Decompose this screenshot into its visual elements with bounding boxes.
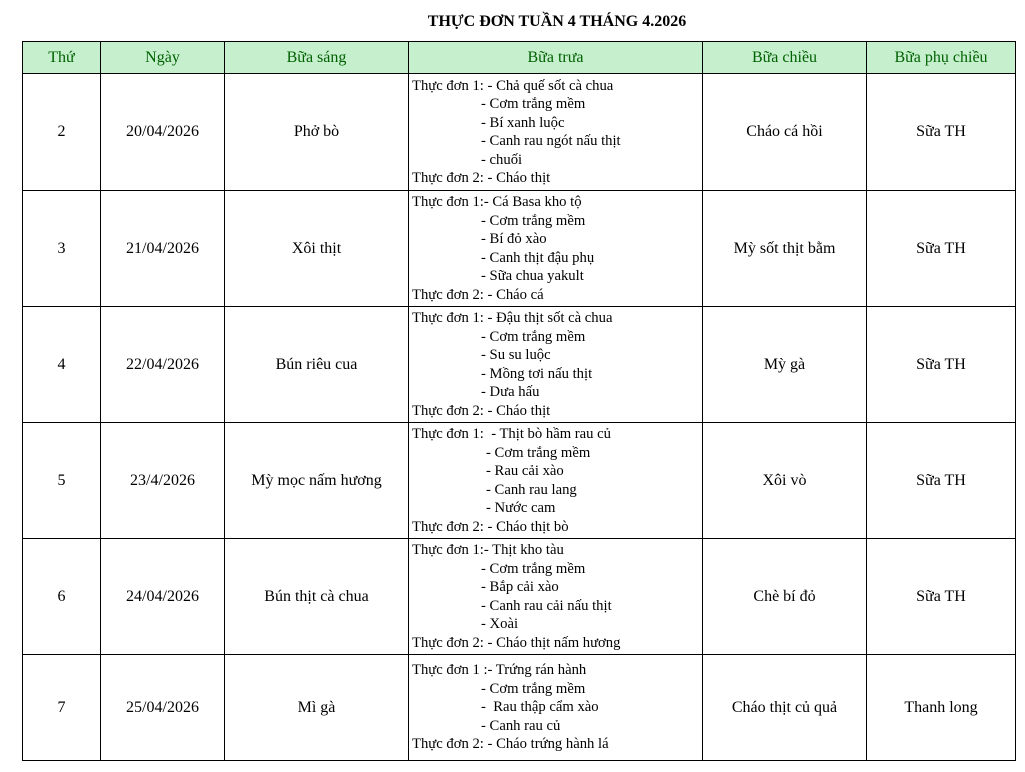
date-cell: 23/4/2026 [101,423,225,539]
date-cell: 21/04/2026 [101,191,225,307]
breakfast-cell: Xôi thịt [225,191,409,307]
lunch-item: - chuối [481,151,523,168]
lunch-menu2-line: Thực đơn 2: - Cháo thịt [412,402,551,419]
lunch-item: - Dưa hấu [481,384,540,400]
lunch-menu1-line: Thực đơn 1 :- Trứng rán hành [412,662,587,679]
breakfast-cell: Mỳ mọc nấm hương [225,423,409,539]
lunch-item: - Bắp cải xào [481,579,559,595]
header-date: Ngày [101,42,225,74]
header-afternoon-meal: Bữa chiều [703,42,867,74]
breakfast-cell: Mì gà [225,655,409,761]
lunch-menu1-line: Thực đơn 1:- Thịt kho tàu [412,542,564,558]
lunch-item: - Rau thập cẩm xào [481,699,599,716]
lunch-item: - Xoài [481,616,519,632]
lunch-cell [409,423,703,539]
lunch-item: - Su su luộc [481,347,551,363]
breakfast-cell: Bún thịt cà chua [225,539,409,655]
weekday-cell: 5 [23,423,101,539]
lunch-item: - Bí xanh luộc [481,114,565,131]
menu-row [23,307,1016,423]
lunch-menu1-line: Thực đơn 1: - Thịt bò hầm rau củ [412,426,611,442]
lunch-menu2-line: Thực đơn 2: - Cháo cá [412,286,544,303]
afternoon-meal-cell: Mỳ sốt thịt bằm [703,191,867,307]
weekday-cell: 2 [23,74,101,191]
lunch-item: - Bí đỏ xào [481,231,547,247]
breakfast-cell: Phở bò [225,74,409,191]
weekday-cell: 7 [23,655,101,761]
afternoon-meal-cell: Cháo cá hồi [703,74,867,191]
afternoon-snack-cell: Thanh long [867,655,1016,761]
lunch-menu1-line: Thực đơn 1:- Cá Basa kho tộ [412,194,582,210]
lunch-menu2-line: Thực đơn 2: - Cháo thịt bò [412,518,569,535]
lunch-menu2-line: Thực đơn 2: - Cháo thịt [412,170,551,186]
date-cell: 24/04/2026 [101,539,225,655]
afternoon-snack-cell: Sữa TH [867,74,1016,191]
header-afternoon-snack: Bữa phụ chiều [867,42,1016,74]
lunch-item: - Canh rau củ [481,717,561,734]
menu-row [23,655,1016,761]
lunch-menu1-line: Thực đơn 1: - Chả quế sốt cà chua [412,77,614,94]
lunch-item: - Cơm trắng mềm [486,444,591,461]
lunch-cell [409,191,703,307]
afternoon-snack-cell: Sữa TH [867,307,1016,423]
lunch-menu1-line: Thực đơn 1: - Đậu thịt sốt cà chua [412,310,613,326]
menu-title: THỰC ĐƠN TUẦN 4 THÁNG 4.2026 [427,13,687,30]
weekly-menu-table [22,41,1016,761]
date-cell: 25/04/2026 [101,655,225,761]
lunch-item: - Cơm trắng mềm [481,680,586,697]
lunch-cell [409,74,703,191]
lunch-item: - Cơm trắng mềm [481,560,586,577]
afternoon-meal-cell: Mỳ gà [703,307,867,423]
menu-row [23,423,1016,539]
afternoon-snack-cell: Sữa TH [867,423,1016,539]
lunch-item: - Mồng tơi nấu thịt [481,365,593,382]
header-lunch: Bữa trưa [409,42,703,74]
lunch-item: - Canh rau ngót nấu thịt [481,133,621,149]
lunch-cell [409,307,703,423]
lunch-item: - Sữa chua yakult [481,268,584,284]
date-cell: 22/04/2026 [101,307,225,423]
header-weekday: Thứ [23,42,101,74]
lunch-menu2-line: Thực đơn 2: - Cháo thịt nấm hương [412,634,621,651]
afternoon-snack-cell: Sữa TH [867,539,1016,655]
afternoon-meal-cell: Cháo thịt củ quả [703,655,867,761]
menu-row [23,191,1016,307]
lunch-item: - Canh rau cải nấu thịt [481,597,612,614]
lunch-item: - Nước cam [486,500,556,516]
weekday-cell: 3 [23,191,101,307]
lunch-item: - Cơm trắng mềm [481,96,586,112]
header-row [23,42,1016,74]
lunch-menu2-line: Thực đơn 2: - Cháo trứng hành lá [412,736,609,753]
breakfast-cell: Bún riêu cua [225,307,409,423]
weekday-cell: 6 [23,539,101,655]
date-cell: 20/04/2026 [101,74,225,191]
lunch-item: - Cơm trắng mềm [481,212,586,229]
lunch-item: - Canh rau lang [486,481,577,498]
lunch-cell [409,539,703,655]
afternoon-meal-cell: Chè bí đỏ [703,539,867,655]
lunch-item: - Cơm trắng mềm [481,328,586,345]
afternoon-meal-cell: Xôi vò [703,423,867,539]
weekday-cell: 4 [23,307,101,423]
menu-row [23,539,1016,655]
lunch-item: - Rau cải xào [486,463,564,479]
lunch-cell [409,655,703,761]
afternoon-snack-cell: Sữa TH [867,191,1016,307]
menu-row [23,74,1016,191]
header-breakfast: Bữa sáng [225,42,409,74]
lunch-item: - Canh thịt đậu phụ [481,249,595,266]
